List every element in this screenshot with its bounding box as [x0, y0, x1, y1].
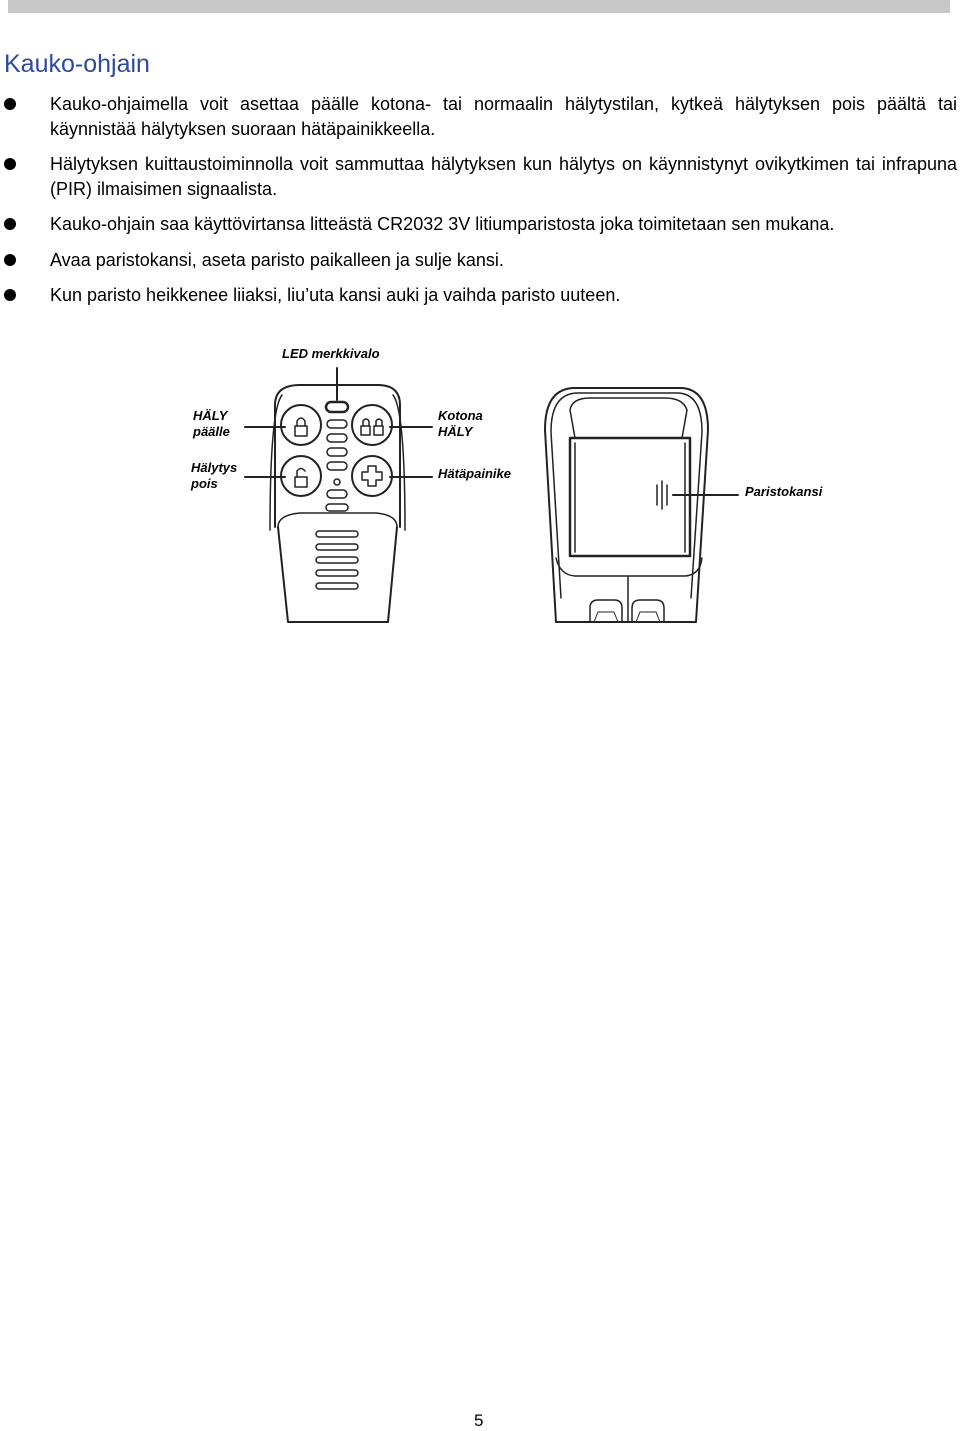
unlock-icon: [295, 477, 307, 487]
panic-button-label: Hätäpainike: [438, 466, 511, 481]
remote-front-divider: [278, 513, 397, 527]
home-arm-button-label: Kotona HÄLY: [438, 408, 483, 439]
bullet-icon: [4, 254, 16, 266]
grip-ridge: [316, 544, 358, 550]
bullet-icon: [4, 158, 16, 170]
remote-front-lower: [278, 527, 397, 622]
list-item: Kauko-ohjaimella voit asettaa päälle kotona- tai normaalin hälytystilan, kytkeä hälytyksen pois päältä tai käynnistää hälytyksen suoraan hätäpainikkeella.: [0, 92, 960, 141]
disarm-button-label: Hälytys pois: [191, 460, 238, 491]
grip-ridge: [316, 531, 358, 537]
bullet-icon: [4, 218, 16, 230]
home-arm-button: [352, 405, 392, 445]
grip-ridge: [316, 570, 358, 576]
section-title: Kauko-ohjain: [4, 50, 150, 78]
remote-control-figure: [0, 330, 960, 630]
arm-button-label: HÄLY päälle: [193, 408, 230, 439]
grip-ridge: [316, 557, 358, 563]
battery-cover: [570, 438, 690, 556]
bullet-icon: [4, 98, 16, 110]
header-rule: [8, 0, 950, 13]
feature-list: [0, 92, 960, 308]
list-item: Kun paristo heikkenee liiaksi, liu’uta kansi auki ja vaihda paristo uuteen.: [0, 283, 960, 308]
disarm-button: [281, 456, 321, 496]
battery-cover-label: Paristokansi: [745, 484, 823, 499]
panic-button: [352, 456, 392, 496]
list-item: Kauko-ohjain saa käyttövirtansa litteästä CR2032 3V litiumparistosta joka toimitetaan sen mukana.: [0, 212, 960, 237]
led-indicator-label: LED merkkivalo: [282, 346, 380, 361]
lock-icon: [295, 426, 307, 436]
list-item: Avaa paristokansi, aseta paristo paikalleen ja sulje kansi.: [0, 248, 960, 273]
led-indicator: [326, 402, 348, 412]
arm-button: [281, 405, 321, 445]
list-item: Hälytyksen kuittaustoiminnolla voit sammuttaa hälytyksen kun hälytys on käynnistynyt ovikytkimen tai infrapuna (PIR) ilmaisimen signaalista.: [0, 152, 960, 201]
home-lock-icon: [361, 426, 370, 435]
grip-ridge: [316, 583, 358, 589]
bullet-icon: [4, 289, 16, 301]
plus-icon: [362, 466, 382, 486]
page-number: 5: [474, 1411, 484, 1430]
